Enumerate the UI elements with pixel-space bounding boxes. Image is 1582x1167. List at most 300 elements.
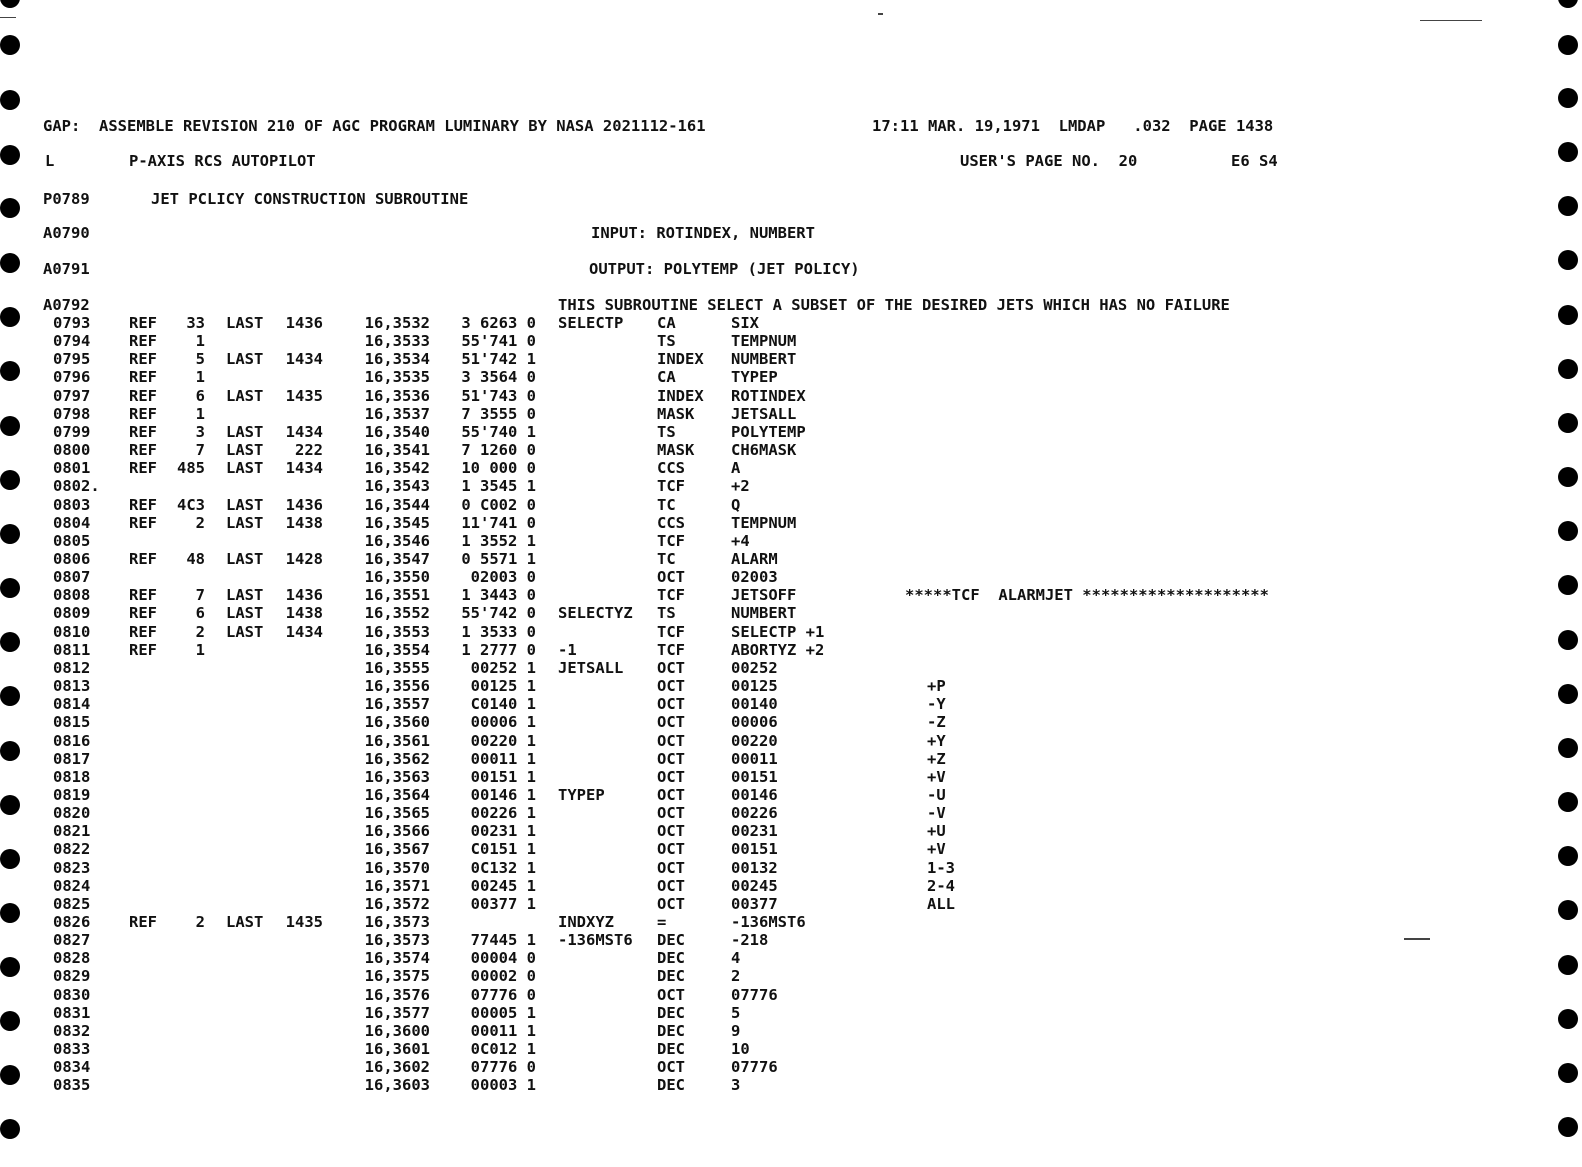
opcode: TCF <box>657 477 685 496</box>
line-number: 0793 <box>53 314 91 332</box>
last-page: 1436 <box>285 495 323 514</box>
user-page-number: USER'S PAGE NO. 20 <box>960 152 1138 170</box>
operand: 07776 <box>731 985 778 1004</box>
operand: 10 <box>731 1040 750 1058</box>
address: 16,3535 <box>364 368 430 387</box>
opcode: OCT <box>657 731 685 750</box>
ref-keyword: REF <box>129 586 157 605</box>
line-number: 0819 <box>53 785 91 804</box>
operand: +2 <box>731 477 750 496</box>
address: 16,3536 <box>364 386 430 405</box>
address: 16,3533 <box>364 332 430 351</box>
feed-hole <box>0 0 20 8</box>
last-keyword: LAST <box>226 550 264 568</box>
ref-keyword: REF <box>129 441 157 459</box>
address: 16,3554 <box>364 640 430 659</box>
opcode: OCT <box>657 749 685 768</box>
last-page: 1435 <box>285 912 323 931</box>
address: 16,3567 <box>364 840 430 859</box>
operand: 00245 <box>731 876 778 895</box>
opcode: DEC <box>657 967 685 986</box>
machine-word: 00002 0 <box>470 967 536 986</box>
assembly-timestamp: 17:11 MAR. 19,1971 LMDAP .032 PAGE 1438 <box>872 117 1274 135</box>
opcode: TCF <box>657 531 685 550</box>
listing-row <box>0 985 1400 1006</box>
address: 16,3600 <box>364 1021 430 1040</box>
listing-row <box>0 658 1400 679</box>
address: 16,3544 <box>364 495 430 514</box>
operand: 00220 <box>731 731 778 750</box>
operand: 2 <box>731 967 741 986</box>
address: 16,3566 <box>364 822 430 841</box>
machine-word: 02003 0 <box>470 568 536 587</box>
feed-hole <box>1558 955 1578 975</box>
ref-keyword: REF <box>129 495 157 514</box>
line-number: 0811 <box>53 640 91 659</box>
operand: Q <box>731 495 741 514</box>
machine-word: 1 2777 0 <box>461 640 536 659</box>
address: 16,3575 <box>364 967 430 986</box>
input-comment: INPUT: ROTINDEX, NUMBERT <box>591 224 815 242</box>
machine-word: 77445 1 <box>470 931 536 950</box>
ref-keyword: REF <box>129 386 157 405</box>
listing-row <box>0 422 1400 443</box>
last-keyword: LAST <box>226 422 264 441</box>
line-number: 0834 <box>53 1058 91 1077</box>
line-number: A0791 <box>43 260 90 278</box>
machine-word: 0C132 1 <box>470 858 536 877</box>
line-number: 0809 <box>53 604 91 623</box>
operand: CH6MASK <box>731 441 797 459</box>
last-keyword: LAST <box>226 586 264 605</box>
opcode: TC <box>657 495 676 514</box>
last-keyword: LAST <box>226 441 264 459</box>
feed-hole <box>1558 575 1578 595</box>
address: 16,3532 <box>364 314 430 332</box>
machine-word: 00226 1 <box>470 804 536 822</box>
line-number: 0817 <box>53 749 91 768</box>
operand: 00011 <box>731 749 778 768</box>
listing-row <box>0 876 1400 897</box>
last-keyword: LAST <box>226 622 264 641</box>
operand: 4 <box>731 949 741 968</box>
operand: 00226 <box>731 804 778 822</box>
line-number: 0824 <box>53 876 91 895</box>
listing-row <box>0 552 1400 570</box>
operand: 5 <box>731 1003 741 1022</box>
machine-word: 00245 1 <box>470 876 536 895</box>
jet-note: +Z <box>927 749 946 768</box>
ref-keyword: REF <box>129 622 157 641</box>
opcode: TC <box>657 550 676 568</box>
listing-row <box>0 513 1400 534</box>
opcode: CCS <box>657 513 685 532</box>
ref-count: 2 <box>195 622 205 641</box>
listing-row <box>0 731 1400 752</box>
line-number: 0797 <box>53 386 91 405</box>
last-page: 1436 <box>285 586 323 605</box>
listing-row <box>0 1078 1400 1096</box>
machine-word: 00011 1 <box>470 1021 536 1040</box>
address: 16,3551 <box>364 586 430 605</box>
ref-keyword: REF <box>129 404 157 423</box>
address: 16,3574 <box>364 949 430 968</box>
feed-hole <box>1558 846 1578 866</box>
operand: 00252 <box>731 658 778 677</box>
listing-row <box>0 386 1400 407</box>
scan-speck <box>1420 20 1482 21</box>
listing-row <box>0 443 1400 461</box>
ref-count: 6 <box>195 604 205 623</box>
machine-word: 55'742 0 <box>461 604 536 623</box>
address: 16,3557 <box>364 695 430 714</box>
ref-keyword: REF <box>129 912 157 931</box>
ref-keyword: REF <box>129 550 157 568</box>
machine-word: 1 3443 0 <box>461 586 536 605</box>
machine-word: 00377 1 <box>470 894 536 913</box>
opcode: OCT <box>657 568 685 587</box>
last-keyword: LAST <box>226 604 264 623</box>
opcode: DEC <box>657 931 685 950</box>
description-comment: THIS SUBROUTINE SELECT A SUBSET OF THE DESIRED JETS WHICH HAS NO FAILURE <box>558 296 1230 314</box>
symbol-label: -136MST6 <box>558 931 633 950</box>
feed-hole <box>1558 35 1578 55</box>
output-comment: OUTPUT: POLYTEMP (JET POLICY) <box>589 260 860 278</box>
line-number: A0792 <box>43 296 90 314</box>
feed-hole <box>1558 0 1578 8</box>
opcode: TCF <box>657 640 685 659</box>
opcode: INDEX <box>657 386 704 405</box>
operand: TYPEP <box>731 368 778 387</box>
listing-row <box>0 1042 1400 1060</box>
address: 16,3572 <box>364 894 430 913</box>
jet-note: -U <box>927 785 946 804</box>
operand: 07776 <box>731 1058 778 1077</box>
feed-hole <box>0 90 20 110</box>
operand: SELECTP +1 <box>731 622 825 641</box>
operand: +4 <box>731 531 750 550</box>
line-number: 0821 <box>53 822 91 841</box>
last-page: 1435 <box>285 386 323 405</box>
listing-row <box>0 858 1400 879</box>
address: 16,3577 <box>364 1003 430 1022</box>
machine-word: 10 000 0 <box>461 459 536 478</box>
feed-hole <box>1558 630 1578 650</box>
address: 16,3543 <box>364 477 430 496</box>
listing-row <box>0 370 1400 388</box>
feed-hole <box>1558 196 1578 216</box>
opcode: CCS <box>657 459 685 478</box>
jet-note: +P <box>927 677 946 695</box>
opcode: TS <box>657 332 676 351</box>
feed-hole <box>1558 413 1578 433</box>
subroutine-title: JET PCLICY CONSTRUCTION SUBROUTINE <box>151 190 469 208</box>
listing-row <box>0 479 1400 497</box>
ref-keyword: REF <box>129 604 157 623</box>
line-number: 0816 <box>53 731 91 750</box>
address: 16,3603 <box>364 1076 430 1095</box>
opcode: DEC <box>657 1003 685 1022</box>
last-keyword: LAST <box>226 912 264 931</box>
line-number: 0804 <box>53 513 91 532</box>
machine-word: 55'740 1 <box>461 422 536 441</box>
line-number: A0790 <box>43 224 90 242</box>
ref-count: 1 <box>195 640 205 659</box>
listing-row <box>0 606 1400 624</box>
line-number: 0820 <box>53 804 91 822</box>
line-number: 0814 <box>53 695 91 714</box>
machine-word: 11'741 0 <box>461 513 536 532</box>
feed-hole <box>0 1119 20 1139</box>
feed-hole <box>0 253 20 273</box>
operand: -218 <box>731 931 769 950</box>
listing-row <box>0 806 1400 824</box>
listing-row <box>0 824 1400 842</box>
line-number: 0805 <box>53 531 91 550</box>
machine-word: 00003 1 <box>470 1076 536 1095</box>
operand: SIX <box>731 314 759 332</box>
operand: ABORTYZ +2 <box>731 640 825 659</box>
feed-hole <box>1558 521 1578 541</box>
opcode: OCT <box>657 804 685 822</box>
listing-row <box>0 969 1400 987</box>
listing-row <box>0 622 1400 643</box>
scan-speck <box>0 17 16 18</box>
listing-row <box>0 894 1400 915</box>
operand: 00125 <box>731 677 778 695</box>
last-page: 1438 <box>285 604 323 623</box>
feed-hole <box>0 145 20 165</box>
opcode: TCF <box>657 622 685 641</box>
address: 16,3540 <box>364 422 430 441</box>
last-page: 1434 <box>285 422 323 441</box>
operand: TEMPNUM <box>731 332 797 351</box>
line-number: 0813 <box>53 677 91 695</box>
opcode: CA <box>657 314 676 332</box>
opcode: OCT <box>657 840 685 859</box>
listing-row <box>0 951 1400 969</box>
last-page: 1434 <box>285 459 323 478</box>
listing-row <box>0 1021 1400 1042</box>
last-page: 1434 <box>285 622 323 641</box>
opcode: INDEX <box>657 350 704 369</box>
address: 16,3560 <box>364 713 430 732</box>
line-number: 0822 <box>53 840 91 859</box>
machine-word: 0C012 1 <box>470 1040 536 1058</box>
assembly-title: GAP: ASSEMBLE REVISION 210 OF AGC PROGRAM LUMINARY BY NASA 2021112-161 <box>43 117 706 135</box>
opcode: OCT <box>657 985 685 1004</box>
ref-count: 7 <box>195 441 205 459</box>
line-number: 0818 <box>53 767 91 786</box>
inline-comment: *****TCF ALARMJET ******************** <box>905 586 1269 605</box>
address: 16,3563 <box>364 767 430 786</box>
ref-count: 48 <box>186 550 205 568</box>
ref-count: 7 <box>195 586 205 605</box>
line-number: 0832 <box>53 1021 91 1040</box>
address: 16,3570 <box>364 858 430 877</box>
symbol-label: SELECTYZ <box>558 604 633 623</box>
feed-hole <box>0 35 20 55</box>
opcode: = <box>657 912 667 931</box>
address: 16,3562 <box>364 749 430 768</box>
address: 16,3571 <box>364 876 430 895</box>
machine-word: 00220 1 <box>470 731 536 750</box>
listing-row <box>0 1003 1400 1024</box>
listing-row <box>0 679 1400 697</box>
operand: TEMPNUM <box>731 513 797 532</box>
opcode: OCT <box>657 1058 685 1077</box>
machine-word: 07776 0 <box>470 1058 536 1077</box>
line-number: 0829 <box>53 967 91 986</box>
ref-keyword: REF <box>129 332 157 351</box>
jet-note: 1-3 <box>927 858 955 877</box>
machine-word: 00125 1 <box>470 677 536 695</box>
listing-row <box>0 749 1400 770</box>
listing-row <box>0 767 1400 788</box>
feed-hole <box>0 198 20 218</box>
listing-row <box>0 588 1400 606</box>
machine-word: 00005 1 <box>470 1003 536 1022</box>
line-number: 0795 <box>53 350 91 369</box>
machine-word: 1 3552 1 <box>461 531 536 550</box>
machine-word: 00146 1 <box>470 785 536 804</box>
listing-row <box>0 404 1400 425</box>
feed-hole <box>1558 467 1578 487</box>
opcode: OCT <box>657 858 685 877</box>
line-number: 0833 <box>53 1040 91 1058</box>
address: 16,3561 <box>364 731 430 750</box>
address: 16,3553 <box>364 622 430 641</box>
ref-keyword: REF <box>129 459 157 478</box>
jet-note: 2-4 <box>927 876 955 895</box>
header-prefix: L <box>45 152 55 170</box>
operand: 00140 <box>731 695 778 714</box>
feed-hole <box>1558 142 1578 162</box>
jet-note: -Z <box>927 713 946 732</box>
listing-row <box>0 715 1400 733</box>
feed-hole <box>1558 359 1578 379</box>
line-number: 0812 <box>53 658 91 677</box>
line-number: 0823 <box>53 858 91 877</box>
line-number: 0826 <box>53 912 91 931</box>
opcode: OCT <box>657 695 685 714</box>
address: 16,3573 <box>364 931 430 950</box>
ref-keyword: REF <box>129 513 157 532</box>
operand: 00006 <box>731 713 778 732</box>
last-keyword: LAST <box>226 495 264 514</box>
address: 16,3556 <box>364 677 430 695</box>
symbol-label: -1 <box>558 640 577 659</box>
listing-row <box>0 842 1400 860</box>
operand: POLYTEMP <box>731 422 806 441</box>
address: 16,3573 <box>364 912 430 931</box>
machine-word: 1 3533 0 <box>461 622 536 641</box>
last-keyword: LAST <box>226 386 264 405</box>
address: 16,3555 <box>364 658 430 677</box>
line-number: 0815 <box>53 713 91 732</box>
line-number: 0798 <box>53 404 91 423</box>
feed-hole <box>1558 305 1578 325</box>
feed-hole <box>1558 900 1578 920</box>
operand: 00132 <box>731 858 778 877</box>
operand: 00151 <box>731 767 778 786</box>
machine-word: 0 5571 1 <box>461 550 536 568</box>
operand: 9 <box>731 1021 741 1040</box>
ref-keyword: REF <box>129 314 157 332</box>
address: 16,3546 <box>364 531 430 550</box>
address: 16,3564 <box>364 785 430 804</box>
listing-row <box>0 1060 1400 1078</box>
machine-word: 00231 1 <box>470 822 536 841</box>
line-number: 0807 <box>53 568 91 587</box>
machine-word: 55'741 0 <box>461 332 536 351</box>
ref-keyword: REF <box>129 350 157 369</box>
ref-keyword: REF <box>129 422 157 441</box>
machine-word: 07776 0 <box>470 985 536 1004</box>
operand: JETSOFF <box>731 586 797 605</box>
machine-word: 00006 1 <box>470 713 536 732</box>
operand: ROTINDEX <box>731 386 806 405</box>
ref-keyword: REF <box>129 368 157 387</box>
operand: 3 <box>731 1076 741 1095</box>
address: 16,3537 <box>364 404 430 423</box>
symbol-label: SELECTP <box>558 314 624 332</box>
feed-hole <box>1558 88 1578 108</box>
jet-note: +Y <box>927 731 946 750</box>
listing-row <box>0 785 1400 806</box>
ref-count: 3 <box>195 422 205 441</box>
operand: -136MST6 <box>731 912 806 931</box>
address: 16,3602 <box>364 1058 430 1077</box>
line-number: 0810 <box>53 622 91 641</box>
ref-count: 33 <box>186 314 205 332</box>
feed-hole <box>1558 1117 1578 1137</box>
line-number: 0801 <box>53 459 91 478</box>
listing-row <box>0 933 1400 951</box>
opcode: OCT <box>657 677 685 695</box>
last-page: 222 <box>295 441 323 459</box>
line-number: P0789 <box>43 190 90 208</box>
symbol-label: TYPEP <box>558 785 605 804</box>
operand: 00151 <box>731 840 778 859</box>
line-number: 0800 <box>53 441 91 459</box>
machine-word: 1 3545 1 <box>461 477 536 496</box>
line-number: 0825 <box>53 894 91 913</box>
opcode: MASK <box>657 404 695 423</box>
machine-word: 00151 1 <box>470 767 536 786</box>
opcode: OCT <box>657 822 685 841</box>
line-number: 0803 <box>53 495 91 514</box>
feed-hole <box>1558 792 1578 812</box>
ref-count: 6 <box>195 386 205 405</box>
jet-note: +U <box>927 822 946 841</box>
opcode: MASK <box>657 441 695 459</box>
jet-note: -V <box>927 804 946 822</box>
last-page: 1436 <box>285 314 323 332</box>
operand: 00377 <box>731 894 778 913</box>
page-code: E6 S4 <box>1231 152 1278 170</box>
opcode: OCT <box>657 713 685 732</box>
machine-word: 51'743 0 <box>461 386 536 405</box>
last-keyword: LAST <box>226 513 264 532</box>
ref-count: 2 <box>195 513 205 532</box>
line-number: 0806 <box>53 550 91 568</box>
machine-word: C0140 1 <box>470 695 536 714</box>
machine-word: 3 6263 0 <box>461 314 536 332</box>
machine-word: 7 1260 0 <box>461 441 536 459</box>
listing-row <box>0 912 1400 933</box>
ref-keyword: REF <box>129 640 157 659</box>
